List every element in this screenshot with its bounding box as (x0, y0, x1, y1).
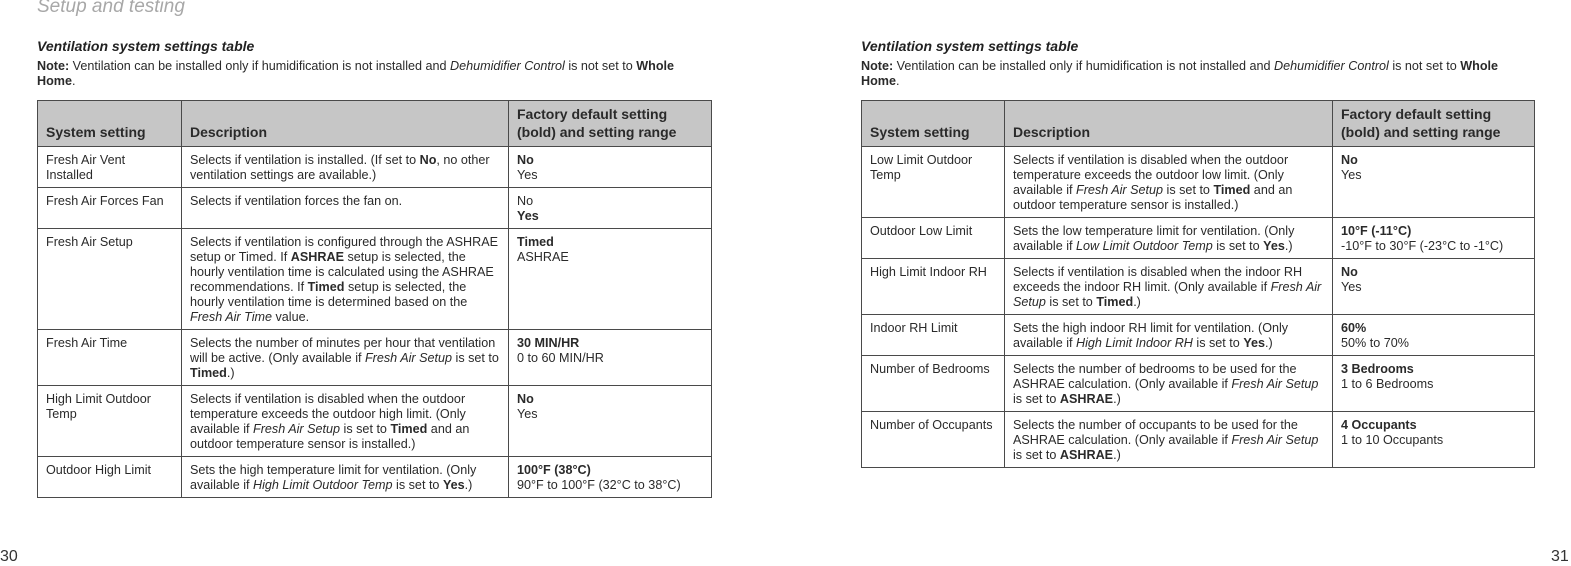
description-text: Fresh Air Setup (1013, 280, 1322, 309)
setting-name: High Limit Indoor RH (862, 259, 1005, 315)
description-text: ASHRAE (290, 250, 344, 264)
setting-values (1333, 147, 1535, 218)
setting-description (182, 188, 509, 229)
description-text: Selects if ventilation is configured through the ASHRAE setup or Timed. If (190, 235, 499, 264)
description-text: Selects if ventilation is disabled when the outdoor temperature exceeds the outdoor high limit. (Only available if (190, 392, 466, 436)
range-value: 50% to 70% (1341, 336, 1409, 350)
default-value: 60% (1341, 321, 1367, 335)
header-system-setting: System setting (38, 101, 182, 147)
range-value: ASHRAE (517, 250, 569, 264)
table-row (862, 412, 1535, 468)
setting-values (509, 330, 712, 386)
description-text: is set to (1013, 448, 1060, 462)
note-text: Ventilation can be installed only if humidification is not installed and (69, 59, 451, 73)
description-text: No (419, 153, 437, 167)
description-text: Sets the high temperature limit for ventilation. (Only available if (190, 463, 477, 492)
setting-description (1005, 259, 1333, 315)
header-factory-default: Factory default setting (bold) and setting range (1333, 101, 1535, 147)
description-text: Sets the low temperature limit for ventilation. (Only available if (1013, 224, 1295, 253)
setting-name: Fresh Air Setup (38, 229, 182, 330)
description-text: setup is selected, the hourly ventilation time is determined based on the (190, 280, 468, 309)
description-text: Selects the number of minutes per hour that ventilation will be active. (Only available if (190, 336, 496, 365)
description-text: ASHRAE (1059, 448, 1114, 462)
description-text: Sets the high indoor RH limit for ventilation. (Only available if (1013, 321, 1289, 350)
page-number: 31 (1551, 548, 1569, 565)
default-value: No (1341, 153, 1358, 167)
description-text: High Limit Outdoor Temp (253, 478, 393, 492)
table-row (38, 188, 712, 229)
range-value: 1 to 6 Bedrooms (1341, 377, 1434, 391)
range-value: No (517, 194, 534, 208)
setting-name: Number of Bedrooms (862, 356, 1005, 412)
description-text: Selects if ventilation is disabled when the outdoor temperature exceeds the outdoor low limit. (Only available if (1013, 153, 1289, 197)
setting-values (1333, 315, 1535, 356)
description-text: .) (1113, 448, 1121, 462)
setting-values (509, 229, 712, 330)
description-text: and an outdoor temperature sensor is installed.) (1013, 183, 1293, 212)
table-header-row (38, 101, 712, 147)
table-row (38, 386, 712, 457)
setting-values (509, 147, 712, 188)
default-value: Timed (517, 235, 554, 249)
setting-description (182, 457, 509, 498)
setting-name: Fresh Air Forces Fan (38, 188, 182, 229)
note-text: Ventilation can be installed only if humidification is not installed and (893, 59, 1275, 73)
section-header: Setup and testing (37, 0, 185, 17)
range-value: -10°F to 30°F (-23°C to -1°C) (1341, 239, 1504, 253)
table-row (862, 315, 1535, 356)
note (861, 59, 1534, 89)
description-text: is set to (452, 351, 499, 365)
setting-values (1333, 356, 1535, 412)
description-text: Fresh Air Setup (253, 422, 341, 436)
page-number: 30 (0, 548, 18, 565)
setting-name: High Limit Outdoor Temp (38, 386, 182, 457)
left-page (37, 38, 711, 498)
setting-name: Fresh Air Time (38, 330, 182, 386)
description-text: is set to (1013, 392, 1060, 406)
default-value: No (1341, 265, 1358, 279)
default-value: 10°F (-11°C) (1341, 224, 1412, 238)
range-value: 90°F to 100°F (32°C to 38°C) (517, 478, 681, 492)
table-row (38, 229, 712, 330)
setting-description (182, 229, 509, 330)
setting-description (1005, 218, 1333, 259)
description-text: Yes (1243, 336, 1266, 350)
description-text: Fresh Air Setup (1231, 433, 1319, 447)
description-text: .) (1113, 392, 1121, 406)
default-value: Yes (517, 209, 539, 223)
description-text: .) (1133, 295, 1141, 309)
description-text: value. (272, 310, 310, 324)
setting-values (1333, 259, 1535, 315)
setting-description (1005, 147, 1333, 218)
setting-values (509, 188, 712, 229)
table-row (862, 218, 1535, 259)
range-value: 1 to 10 Occupants (1341, 433, 1444, 447)
table-title: Ventilation system settings table (861, 38, 1079, 54)
description-text: .) (1284, 239, 1293, 253)
setting-name: Low Limit Outdoor Temp (862, 147, 1005, 218)
table-row (38, 457, 712, 498)
header-description: Description (182, 101, 509, 147)
description-text: Fresh Air Setup (364, 351, 453, 365)
description-text: Timed (390, 422, 428, 436)
range-value: Yes (517, 407, 538, 421)
table-title: Ventilation system settings table (37, 38, 255, 54)
description-text: is set to (1192, 336, 1244, 350)
description-text: is set to (1212, 239, 1264, 253)
default-value: No (517, 153, 534, 167)
setting-name: Indoor RH Limit (862, 315, 1005, 356)
description-text: .) (464, 478, 473, 492)
description-text: is set to (340, 422, 391, 436)
description-text: , no other ventilation settings are available.) (190, 153, 490, 182)
description-text: Selects if ventilation is disabled when the indoor RH exceeds the indoor RH limit. (Only available if (1013, 265, 1303, 294)
header-system-setting: System setting (862, 101, 1005, 147)
range-value: Yes (1341, 168, 1362, 182)
description-text: Fresh Air Time (190, 310, 272, 324)
note-italic: Dehumidifier Control (1274, 59, 1389, 73)
setting-values (509, 457, 712, 498)
table-row (862, 356, 1535, 412)
note-label: Note: (37, 59, 70, 73)
description-text: and an outdoor temperature sensor is installed.) (190, 422, 470, 451)
description-text: Selects if ventilation forces the fan on. (190, 194, 403, 208)
description-text: Timed (307, 280, 345, 294)
note (37, 59, 711, 89)
setting-name: Outdoor High Limit (38, 457, 182, 498)
setting-values (1333, 412, 1535, 468)
description-text: Selects if ventilation is installed. (If set to (190, 153, 420, 167)
table-row (38, 330, 712, 386)
description-text: is set to (392, 478, 443, 492)
description-text: Yes (1263, 239, 1285, 253)
description-text: Timed (1096, 295, 1134, 309)
note-text: is not set to (1388, 59, 1461, 73)
table-row (862, 147, 1535, 218)
range-value: Yes (1341, 280, 1362, 294)
table-row (38, 147, 712, 188)
description-text: Selects the number of occupants to be used for the ASHRAE calculation. (Only available if (1013, 418, 1298, 447)
setting-description (182, 330, 509, 386)
description-text: Fresh Air Setup (1076, 183, 1164, 197)
setting-name: Fresh Air Vent Installed (38, 147, 182, 188)
description-text: Selects the number of bedrooms to be used for the ASHRAE calculation. (Only available if (1013, 362, 1297, 391)
header-description: Description (1005, 101, 1333, 147)
setting-name: Outdoor Low Limit (862, 218, 1005, 259)
default-value: 100°F (38°C) (517, 463, 591, 477)
description-text: .) (1265, 336, 1273, 350)
default-value: No (517, 392, 534, 406)
description-text: Fresh Air Setup (1231, 377, 1319, 391)
note-text: . (72, 74, 76, 88)
range-value: Yes (517, 168, 538, 182)
setting-description (1005, 356, 1333, 412)
setting-values (1333, 218, 1535, 259)
settings-table (37, 100, 712, 498)
note-text: . (896, 74, 900, 88)
description-text: High Limit Indoor RH (1076, 336, 1193, 350)
setting-name: Number of Occupants (862, 412, 1005, 468)
table-header-row (862, 101, 1535, 147)
setting-description (182, 386, 509, 457)
description-text: is set to (1045, 295, 1097, 309)
note-text: is not set to (564, 59, 637, 73)
settings-table (861, 100, 1535, 468)
description-text: ASHRAE (1059, 392, 1114, 406)
header-factory-default: Factory default setting (bold) and setting range (509, 101, 712, 147)
description-text: Yes (442, 478, 465, 492)
setting-description (1005, 412, 1333, 468)
note-italic: Dehumidifier Control (450, 59, 565, 73)
description-text: setup is selected, the hourly ventilation time is calculated using the ASHRAE recommendations. If (190, 250, 494, 294)
default-value: 30 MIN/HR (517, 336, 580, 350)
note-bold: Whole Home (37, 59, 675, 88)
range-value: 0 to 60 MIN/HR (517, 351, 604, 365)
description-text: Timed (190, 366, 227, 380)
table-row (862, 259, 1535, 315)
description-text: Timed (1213, 183, 1251, 197)
description-text: Low Limit Outdoor Temp (1076, 239, 1213, 253)
setting-description (182, 147, 509, 188)
setting-values (509, 386, 712, 457)
description-text: .) (226, 366, 235, 380)
note-bold: Whole Home (861, 59, 1499, 88)
right-page (861, 38, 1534, 468)
default-value: 4 Occupants (1341, 418, 1417, 432)
description-text: is set to (1163, 183, 1214, 197)
default-value: 3 Bedrooms (1341, 362, 1414, 376)
note-label: Note: (861, 59, 894, 73)
setting-description (1005, 315, 1333, 356)
